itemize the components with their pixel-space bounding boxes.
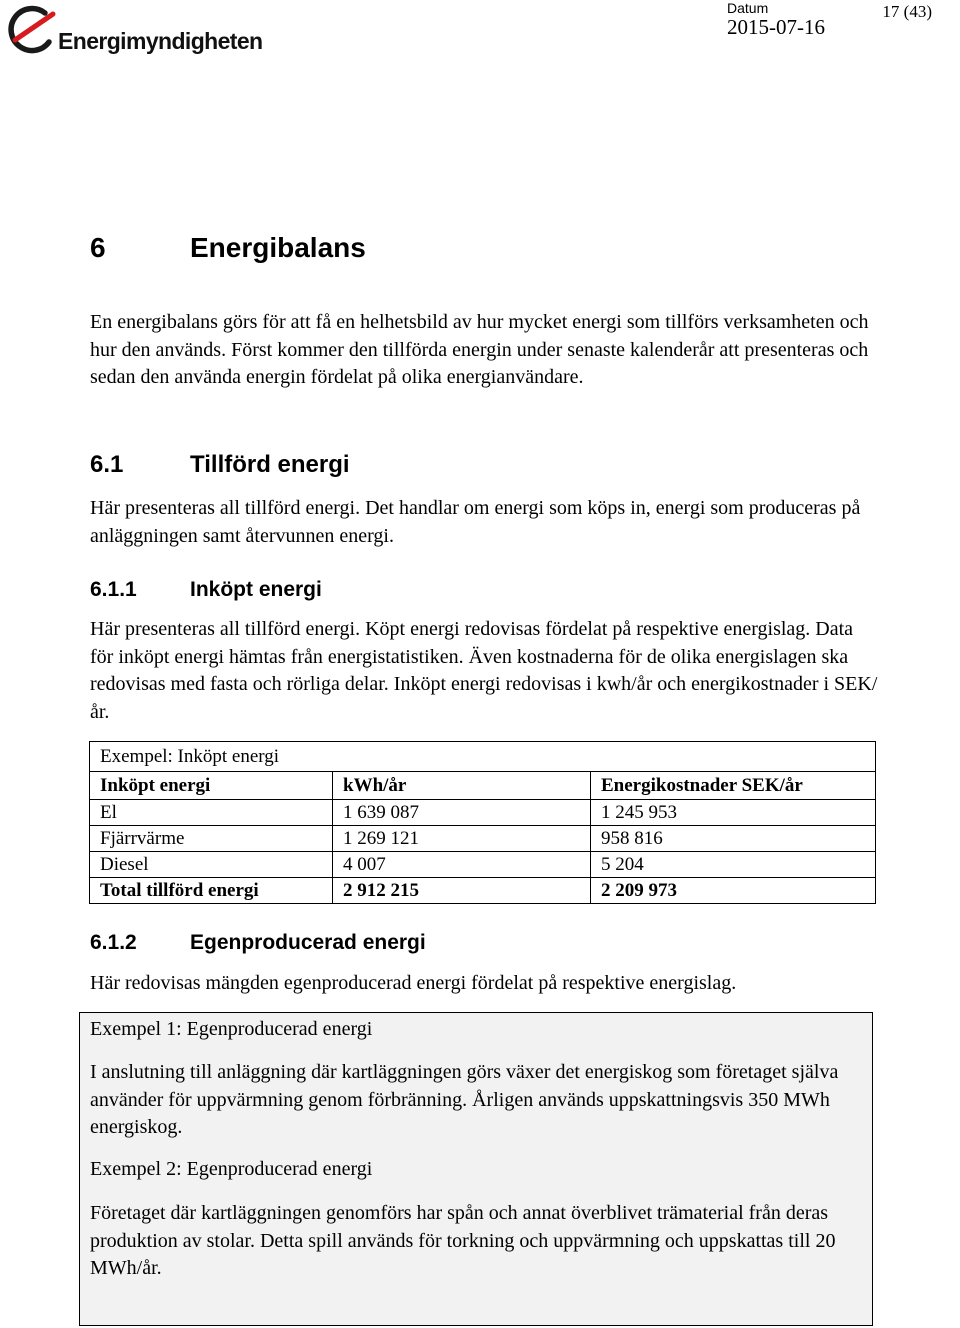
date-label: Datum [727, 0, 769, 16]
example-2-title: Exempel 2: Egenproducerad energi [90, 1158, 373, 1180]
section-6-heading [90, 232, 366, 264]
energimyndigheten-logo-icon [5, 4, 59, 56]
table-cell: 1 639 087 [333, 800, 591, 826]
section-6-1-1-heading [90, 578, 322, 602]
table-cell: Total tillförd energi [90, 878, 333, 904]
section-6-1-2-heading [90, 931, 426, 955]
section-number: 6.1 [90, 451, 124, 478]
table-cell: 5 204 [591, 852, 876, 878]
table-row [90, 852, 876, 878]
table-cell: 2 209 973 [591, 878, 876, 904]
table-cell: 2 912 215 [333, 878, 591, 904]
example-1-title: Exempel 1: Egenproducerad energi [90, 1018, 373, 1040]
purchased-energy-table [89, 741, 876, 904]
section-title: Energibalans [190, 232, 366, 263]
table-cell: 1 269 121 [333, 826, 591, 852]
section-6-1-text: Här presenteras all tillförd energi. Det handlar om energi som köps in, energi som produceras på anläggningen samt återvunnen energi. [90, 497, 861, 547]
table-caption: Exempel: Inköpt energi [100, 746, 280, 767]
table-caption-row [90, 742, 876, 772]
section-number: 6.1.1 [90, 578, 137, 601]
page-number: 17 (43) [882, 2, 932, 21]
table-row [90, 826, 876, 852]
section-title: Tillförd energi [190, 451, 350, 478]
table-cell: Diesel [90, 852, 333, 878]
table-cell: 958 816 [591, 826, 876, 852]
section-6-1-heading [90, 451, 350, 479]
table-row [90, 800, 876, 826]
table-cell: El [90, 800, 333, 826]
section-title: Inköpt energi [190, 578, 322, 601]
column-header: Energikostnader SEK/år [591, 772, 876, 800]
table-cell: Fjärrvärme [90, 826, 333, 852]
table-cell: 4 007 [333, 852, 591, 878]
example-2-text: Företaget där kartläggningen genomförs har spån och annat överblivet trämaterial från deras produktion av stolar. Detta spill används för torkning och uppvärmning och uppskattas till 20 MWh/år. [90, 1202, 836, 1279]
section-6-intro: En energibalans görs för att få en helhetsbild av hur mycket energi som tillförs verksamheten och hur den används. Först kommer den tillförda energin under senaste kalenderår att presenteras och sedan den använda energin fördelat på olika energianvändare. [90, 311, 869, 388]
section-number: 6.1.2 [90, 931, 137, 954]
column-header: kWh/år [333, 772, 591, 800]
section-number: 6 [90, 232, 106, 263]
logo-text: Energimyndigheten [58, 28, 263, 54]
column-header: Inköpt energi [90, 772, 333, 800]
table-cell: 1 245 953 [591, 800, 876, 826]
example-1-text: I anslutning till anläggning där kartläggningen görs växer det energiskog som företaget själva använder för uppvärmning genom förbränning. Årligen används uppskattningsvis 350 MWh energiskog. [90, 1061, 839, 1138]
table-total-row [90, 878, 876, 904]
section-6-1-1-text: Här presenteras all tillförd energi. Köpt energi redovisas fördelat på respektive energislag. Data för inköpt energi hämtas från energistatistiken. Även kostnaderna för de olika energislagen ska redovisas med fasta och rörliga delar. Inköpt energi redovisas i kwh/år och energikostnader i SEK/år. [90, 618, 878, 723]
examples-box [79, 1012, 873, 1326]
date-value: 2015-07-16 [727, 15, 825, 39]
section-6-1-2-text: Här redovisas mängden egenproducerad energi fördelat på respektive energislag. [90, 972, 737, 994]
section-title: Egenproducerad energi [190, 931, 426, 954]
table-header-row [90, 772, 876, 800]
